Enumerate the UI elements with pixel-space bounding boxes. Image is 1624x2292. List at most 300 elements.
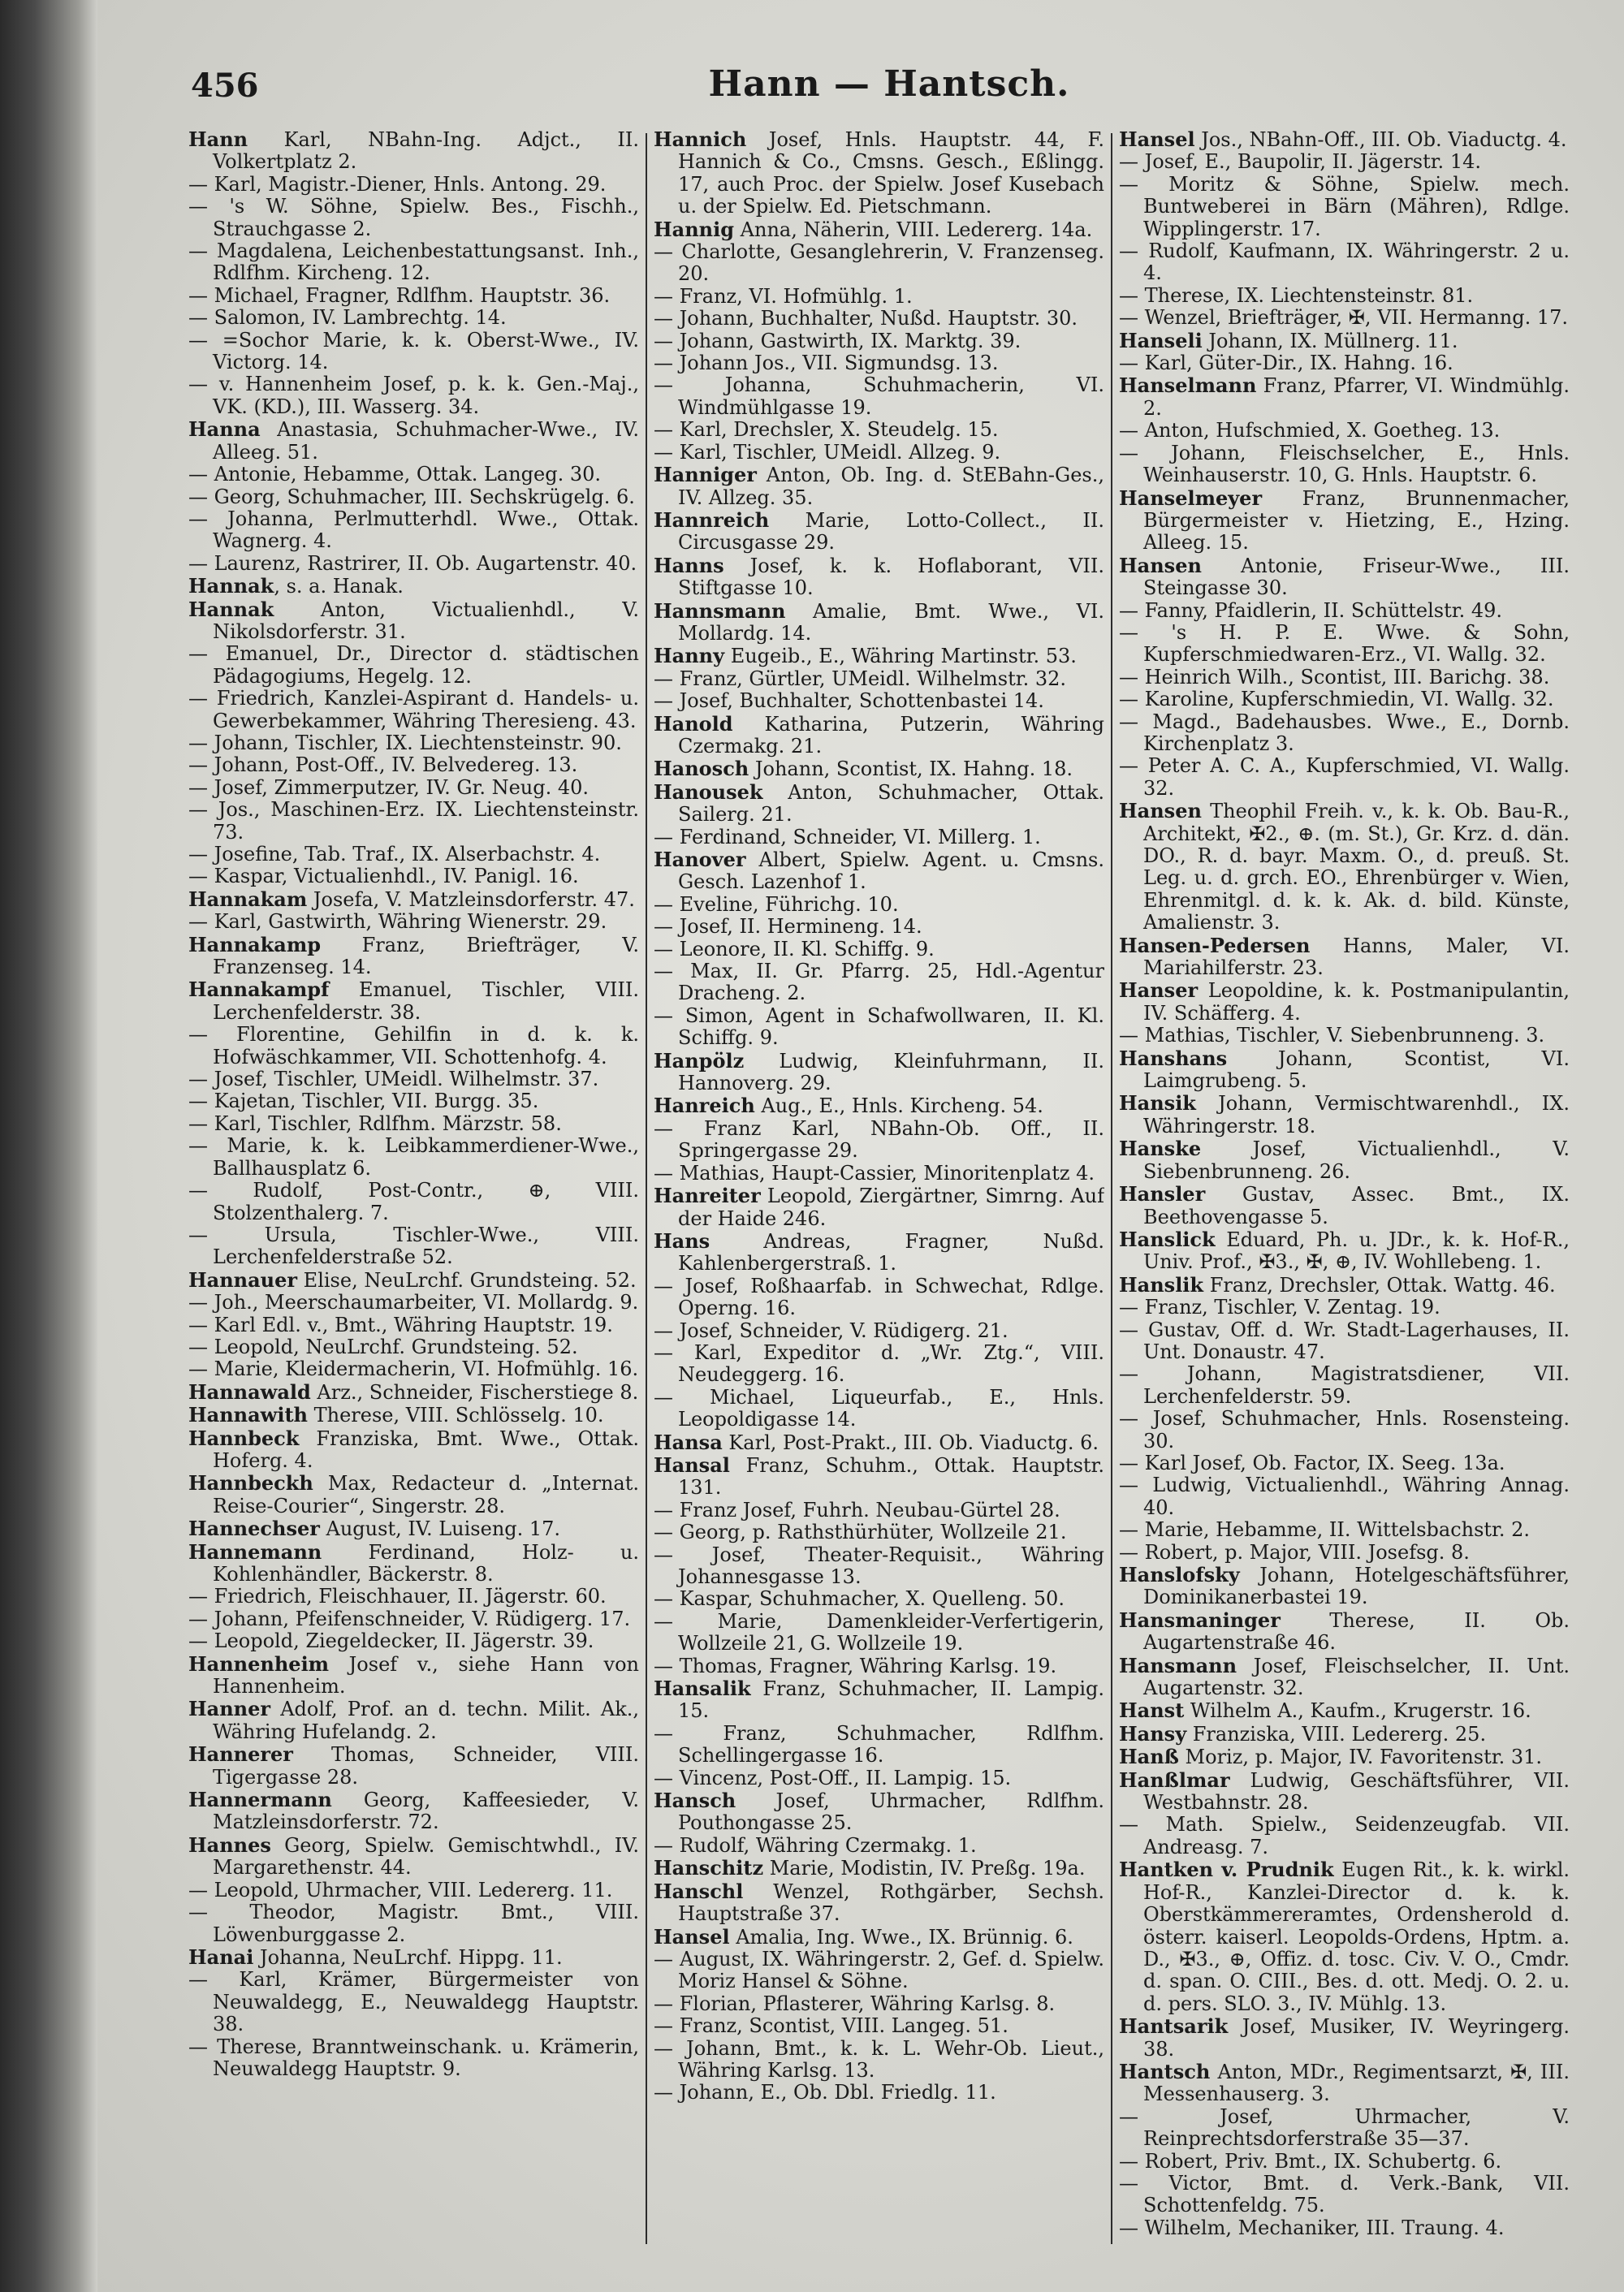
directory-entry: [188, 1427, 639, 1473]
entry-text: Elise, NeuLrchf. Grundsteing. 52.: [297, 1268, 637, 1292]
entry-text: Johann, Hotelgeschäftsführer, Dominikanerbastei 19.: [1143, 1564, 1570, 1609]
entry-surname: Hantken v. Prudnik: [1119, 1858, 1334, 1882]
directory-entry: [1119, 1092, 1570, 1137]
directory-entry: [188, 1358, 639, 1380]
entry-surname: Hannich: [654, 128, 747, 151]
directory-entry: [654, 1677, 1104, 1723]
entry-text: Johanna, NeuLrchf. Hippg. 11.: [253, 1945, 563, 1969]
entry-surname: Hannemann: [188, 1539, 322, 1564]
directory-entry: [1119, 151, 1570, 173]
directory-entry: [188, 1113, 639, 1135]
entry-text: — Marie, Hebamme, II. Wittelsbachstr. 2.: [1119, 1518, 1531, 1542]
entry-text: — August, IX. Währingerstr. 2, Gef. d. Spielw. Moriz Hansel & Söhne.: [654, 1947, 1104, 1993]
entry-text: — Josef, Buchhalter, Schottenbastei 14.: [654, 689, 1044, 713]
entry-text: — Kaspar, Victualienhdl., IV. Panigl. 16.: [188, 865, 579, 888]
entry-text: Hanns, Maler, VI. Mariahilferstr. 23.: [1143, 934, 1570, 980]
directory-entry: [188, 777, 639, 799]
directory-entry: [1119, 1408, 1570, 1452]
directory-entry: [654, 2038, 1104, 2083]
entry-text: — Charlotte, Gesanglehrerin, V. Franzenseg. 20.: [654, 240, 1104, 286]
directory-entry: [188, 598, 639, 644]
entry-text: — Karl, Magistr.-Diener, Hnls. Antong. 29.: [188, 172, 607, 196]
entry-surname: Hantsch: [1119, 2059, 1211, 2083]
directory-entry: [1119, 1542, 1570, 1564]
directory-entry: [188, 1472, 639, 1517]
entry-text: August, IV. Luiseng. 17.: [319, 1517, 561, 1541]
entry-text: Amalia, Ing. Wwe., IX. Brünnig. 6.: [729, 1925, 1073, 1949]
directory-entry: [1119, 1564, 1570, 1609]
entry-text: — Magd., Badehausbes. Wwe., E., Dornb. Kirchenplatz 3.: [1119, 710, 1570, 755]
page-number: 456: [191, 67, 259, 105]
directory-entry: [188, 373, 639, 418]
directory-entry: [1119, 1025, 1570, 1047]
entry-surname: Hanosch: [654, 757, 749, 781]
directory-entry: [188, 1517, 639, 1540]
directory-entry: [188, 1180, 639, 1224]
directory-entry: [654, 713, 1104, 758]
directory-entry: [188, 1314, 639, 1336]
directory-entry: [1119, 1746, 1570, 1768]
entry-text: — Kaspar, Schuhmacher, X. Quelleng. 50.: [654, 1587, 1065, 1611]
directory-entry: [654, 1522, 1104, 1543]
directory-entry: [654, 419, 1104, 441]
entry-text: — Anton, Hufschmied, X. Goetheg. 13.: [1119, 419, 1501, 442]
entry-text: Franz, Pfarrer, VI. Windmühlg. 2.: [1143, 374, 1570, 420]
directory-entry: [188, 174, 639, 196]
directory-entry: [1119, 1609, 1570, 1655]
entry-text: — Wenzel, Briefträger, ✠, VII. Hermanng. 17.: [1119, 306, 1569, 330]
entry-text: — Moritz & Söhne, Spielw. mech. Buntweberei in Bärn (Mähren), Rdlge. Wipplingerstr. 17.: [1119, 172, 1570, 240]
entry-surname: Hanslofsky: [1119, 1563, 1240, 1586]
directory-entry: [188, 844, 639, 865]
entry-text: — 's H. P. E. Wwe. & Sohn, Kupferschmiedwaren-Erz., VI. Wallg. 32.: [1119, 620, 1570, 667]
directory-entry: [188, 1292, 639, 1314]
entry-text: Eduard, Ph. u. JDr., k. k. Hof-R., Univ. Prof., ✠3., ✠, ⊕, IV. Wohllebeng. 1.: [1143, 1228, 1570, 1274]
entry-text: — Math. Spielw., Seidenzeugfab. VII. Andreasg. 7.: [1119, 1813, 1570, 1858]
entry-surname: Hansmaninger: [1119, 1608, 1281, 1632]
directory-entry: [654, 1926, 1104, 1949]
directory-entry: [654, 1050, 1104, 1095]
directory-entry: [1119, 1363, 1570, 1408]
entry-text: , s. a. Hanak.: [274, 575, 404, 598]
directory-entry: [1119, 1723, 1570, 1746]
directory-entry: [654, 1500, 1104, 1522]
entry-text: Ferdinand, Holz- u. Kohlenhändler, Bäckerstr. 8.: [213, 1540, 639, 1586]
entry-surname: Hansik: [1119, 1091, 1196, 1116]
entry-text: — =Sochor Marie, k. k. Oberst-Wwe., IV. Victorg. 14.: [188, 328, 639, 374]
entry-text: — Leopold, Uhrmacher, VIII. Ledererg. 11.: [188, 1878, 613, 1901]
entry-text: — Theodor, Magistr. Bmt., VIII. Löwenburggasse 2.: [188, 1901, 639, 1946]
directory-entry: [654, 241, 1104, 286]
entry-text: Anton, MDr., Regimentsarzt, ✠, III. Messenhauserg. 3.: [1143, 2060, 1570, 2106]
entry-text: — Karl, Drechsler, X. Steudelg. 15.: [654, 418, 999, 442]
directory-entry: [188, 865, 639, 887]
directory-entry: [1119, 600, 1570, 622]
entry-text: — Johann, Tischler, IX. Liechtensteinstr. 90.: [188, 731, 622, 754]
directory-column-3: [1119, 128, 1570, 2264]
directory-entry: [188, 1608, 639, 1630]
directory-entry: [1119, 2173, 1570, 2217]
entry-surname: Hanselmann: [1119, 373, 1257, 398]
entry-text: — Magdalena, Leichenbestattungsanst. Inh., Rdlfhm. Kircheng. 12.: [188, 240, 639, 285]
entry-surname: Hans: [654, 1228, 710, 1253]
directory-columns: [188, 128, 1589, 2264]
directory-entry: [654, 1835, 1104, 1857]
directory-entry: [654, 1880, 1104, 1926]
entry-text: — Josef, E., Baupolir, II. Jägerstr. 14.: [1119, 150, 1481, 174]
directory-entry: [654, 1857, 1104, 1880]
directory-entry: [654, 758, 1104, 780]
directory-entry: [654, 939, 1104, 960]
directory-entry: [1119, 442, 1570, 487]
entry-surname: Hannermann: [188, 1788, 332, 1812]
directory-entry: [1119, 374, 1570, 420]
entry-text: — Karl, Krämer, Bürgermeister von Neuwaldegg, E., Neuwaldegg Hauptstr. 38.: [188, 1968, 639, 2036]
entry-text: Anastasia, Schuhmacher-Wwe., IV. Alleeg. 51.: [213, 418, 639, 464]
entry-text: Adolf, Prof. an d. techn. Milit. Ak., Währing Hufelandg. 2.: [213, 1698, 639, 1743]
entry-text: Karl, Post-Prakt., III. Ob. Viaductg. 6.: [722, 1431, 1099, 1454]
entry-text: Emanuel, Tischler, VIII. Lerchenfelderstr. 38.: [213, 978, 639, 1024]
entry-text: — Franz, Gürtler, UMeidl. Wilhelmstr. 32.: [654, 667, 1067, 690]
entry-text: — Joh., Meerschaumarbeiter, VI. Mollardg. 9.: [188, 1291, 639, 1314]
directory-entry: [654, 509, 1104, 555]
directory-entry: [188, 1269, 639, 1292]
directory-entry: [654, 1320, 1104, 1342]
entry-text: — Johann, Bmt., k. k. L. Wehr-Ob. Lieut., Währing Karlsg. 13.: [654, 2036, 1104, 2082]
directory-entry: [1119, 2217, 1570, 2239]
directory-entry: [654, 464, 1104, 509]
directory-entry: [654, 330, 1104, 352]
entry-surname: Hansalik: [654, 1677, 751, 1701]
entry-text: Johann, IX. Müllnerg. 11.: [1202, 329, 1458, 352]
entry-text: — Josef, Schneider, V. Rüdigerg. 21.: [654, 1319, 1009, 1342]
directory-entry: [188, 1135, 639, 1180]
entry-text: Moriz, p. Major, IV. Favoritenstr. 31.: [1178, 1746, 1543, 1769]
directory-entry: [654, 1544, 1104, 1589]
entry-surname: Hanst: [1119, 1698, 1185, 1723]
directory-entry: [654, 1185, 1104, 1230]
entry-surname: Hannakampf: [188, 978, 330, 1002]
directory-entry: [1119, 1519, 1570, 1541]
directory-entry: [1119, 1655, 1570, 1700]
entry-text: — Wilhelm, Mechaniker, III. Traung. 4.: [1119, 2216, 1505, 2239]
directory-entry: [188, 1224, 639, 1269]
entry-text: — Josef, Theater-Requisit., Währing Johannesgasse 13.: [654, 1543, 1104, 1588]
entry-text: Marie, Lotto-Collect., II. Circusgasse 29.: [678, 508, 1104, 555]
directory-entry: [654, 374, 1104, 419]
directory-entry: [188, 330, 639, 374]
entry-text: Aug., E., Hnls. Kircheng. 54.: [754, 1094, 1043, 1118]
directory-entry: [654, 1431, 1104, 1454]
directory-entry: [188, 464, 639, 486]
directory-entry: [188, 508, 639, 553]
entry-text: — Mathias, Tischler, V. Siebenbrunneng. 3.: [1119, 1024, 1545, 1047]
directory-entry: [1119, 2061, 1570, 2106]
entry-text: Georg, Spielw. Gemischtwhdl., IV. Margarethenstr. 44.: [213, 1833, 639, 1880]
directory-entry: [654, 128, 1104, 218]
entry-text: — Johanna, Perlmutterhdl. Wwe., Ottak. Wagnerg. 4.: [188, 507, 639, 553]
entry-text: — Karl, Gastwirth, Währing Wienerstr. 29.: [188, 910, 607, 934]
entry-text: Josef, Uhrmacher, Rdlfhm. Pouthongasse 25.: [678, 1789, 1104, 1835]
book-gutter-shadow: [0, 0, 97, 2292]
directory-entry: [1119, 755, 1570, 800]
directory-entry: [188, 1789, 639, 1834]
entry-text: Josef, k. k. Hoflaborant, VII. Stiftgasse 10.: [678, 554, 1104, 600]
entry-text: Marie, Modistin, IV. Preßg. 19a.: [763, 1857, 1086, 1880]
entry-text: — Florentine, Gehilfin in d. k. k. Hofwäschkammer, VII. Schottenhofg. 4.: [188, 1023, 639, 1068]
directory-entry: [1119, 1183, 1570, 1228]
entry-text: — Antonie, Hebamme, Ottak. Langeg. 30.: [188, 463, 602, 486]
entry-text: Josef, Fleischselcher, II. Unt. Augartenstr. 32.: [1143, 1654, 1570, 1700]
entry-surname: Hanschl: [654, 1879, 744, 1903]
entry-surname: Hanreich: [654, 1094, 755, 1118]
page-header: [191, 63, 1587, 128]
entry-surname: Hannig: [654, 217, 735, 241]
entry-text: — Gustav, Off. d. Wr. Stadt-Lagerhauses, II. Unt. Donaustr. 47.: [1119, 1318, 1570, 1363]
entry-text: — Josef, Tischler, UMeidl. Wilhelmstr. 37.: [188, 1068, 599, 1091]
entry-surname: Hansler: [1119, 1182, 1206, 1206]
entry-text: Anton, Ob. Ing. d. StEBahn-Ges., IV. Allzeg. 35.: [678, 464, 1104, 509]
entry-text: — Max, II. Gr. Pfarrg. 25, Hdl.-Agentur Dracheng. 2.: [654, 960, 1104, 1005]
entry-surname: Hanover: [654, 848, 746, 871]
directory-entry: [188, 307, 639, 329]
directory-entry: [1119, 174, 1570, 240]
directory-entry: [654, 690, 1104, 712]
entry-text: — Josefine, Tab. Traf., IX. Alserbachstr. 4.: [188, 843, 601, 865]
directory-entry: [654, 1588, 1104, 1610]
entry-text: Max, Redacteur d. „Internat. Reise-Courier“, Singerstr. 28.: [213, 1472, 639, 1517]
directory-entry: [1119, 352, 1570, 374]
entry-text: — Leonore, II. Kl. Schiffg. 9.: [654, 937, 935, 960]
entry-text: — Marie, Damenkleider-Verfertigerin, Wollzeile 21, G. Wollzeile 19.: [654, 1609, 1104, 1655]
entry-text: — 's W. Söhne, Spielw. Bes., Fischh., Strauchgasse 2.: [188, 195, 639, 240]
entry-text: Anna, Näherin, VIII. Ledererg. 14a.: [734, 218, 1093, 241]
entry-surname: Hanousek: [654, 779, 763, 804]
entry-surname: Hanslik: [1119, 1272, 1204, 1297]
directory-entry: [1119, 1274, 1570, 1297]
directory-entry: [654, 1723, 1104, 1768]
directory-entry: [188, 128, 639, 174]
running-head: Hann — Hantsch.: [708, 63, 1070, 105]
directory-entry: [1119, 979, 1570, 1025]
entry-text: — Karl Josef, Ob. Factor, IX. Seeg. 13a.: [1119, 1451, 1505, 1474]
directory-entry: [654, 1230, 1104, 1275]
directory-entry: [188, 1381, 639, 1404]
entry-text: Anton, Schuhmacher, Ottak. Sailerg. 21.: [678, 780, 1104, 827]
entry-text: Franz, Drechsler, Ottak. Wattg. 46.: [1203, 1273, 1556, 1297]
column-divider: [646, 133, 647, 2244]
entry-text: — Josef, Schuhmacher, Hnls. Rosensteing. 30.: [1119, 1407, 1570, 1452]
entry-surname: Hansen-Pedersen: [1119, 933, 1311, 957]
directory-entry: [188, 1946, 639, 1969]
entry-text: Eugeib., E., Währing Martinstr. 53.: [724, 645, 1077, 668]
entry-surname: Hannbeck: [188, 1426, 300, 1450]
entry-text: — Michael, Liqueurfab., E., Hnls. Leopoldigasse 14.: [654, 1385, 1104, 1431]
directory-entry: [1119, 2015, 1570, 2061]
entry-text: Josef, Victualienhdl., V. Siebenbrunneng. 26.: [1143, 1137, 1570, 1183]
directory-entry: [654, 1655, 1104, 1677]
entry-surname: Hanreiter: [654, 1184, 761, 1208]
entry-surname: Hansa: [654, 1430, 723, 1454]
directory-entry: [654, 1275, 1104, 1320]
directory-entry: [1119, 1137, 1570, 1183]
entry-surname: Hannerer: [188, 1742, 293, 1767]
entry-text: — Laurenz, Rastrirer, II. Ob. Augartenstr. 40.: [188, 551, 637, 575]
entry-text: — Franz, Scontist, VIII. Langeg. 51.: [654, 2014, 1009, 2038]
entry-surname: Hanß: [1119, 1745, 1179, 1769]
entry-text: Gustav, Assec. Bmt., IX. Beethovengasse 5.: [1143, 1183, 1570, 1228]
directory-entry: [188, 486, 639, 508]
directory-entry: [654, 2082, 1104, 2104]
directory-entry: [1119, 1047, 1570, 1093]
directory-entry: [1119, 487, 1570, 555]
directory-entry: [654, 848, 1104, 894]
directory-entry: [1119, 2106, 1570, 2151]
entry-surname: Hannawith: [188, 1403, 308, 1427]
entry-surname: Hanßlmar: [1119, 1768, 1230, 1792]
directory-entry: [654, 1949, 1104, 1993]
entry-text: Amalie, Bmt. Wwe., VI. Mollardg. 14.: [678, 599, 1104, 645]
entry-surname: Hanny: [654, 644, 725, 668]
entry-surname: Hannechser: [188, 1517, 320, 1541]
entry-text: — Simon, Agent in Schafwollwaren, II. Kl. Schiffg. 9.: [654, 1004, 1104, 1050]
directory-entry: [188, 1630, 639, 1652]
directory-entry: [1119, 934, 1570, 980]
entry-text: Johann, Vermischtwarenhdl., IX. Währingerstr. 18.: [1143, 1092, 1570, 1137]
entry-text: — Franz, Schuhmacher, Rdlfhm. Schellingergasse 16.: [654, 1721, 1104, 1768]
entry-text: — Friedrich, Fleischhauer, II. Jägerstr. 60.: [188, 1585, 607, 1608]
entry-surname: Hanske: [1119, 1137, 1202, 1161]
entry-surname: Hanna: [188, 417, 261, 442]
entry-text: — Franz, VI. Hofmühlg. 1.: [654, 284, 913, 308]
entry-surname: Hanns: [654, 553, 724, 577]
directory-entry: [654, 1611, 1104, 1655]
entry-text: — Jos., Maschinen-Erz. IX. Liechtensteinstr. 73.: [188, 798, 639, 844]
directory-entry: [188, 1880, 639, 1901]
entry-surname: Hannak: [188, 597, 274, 621]
entry-text: — Johann, Pfeifenschneider, V. Rüdigerg. 17.: [188, 1607, 631, 1630]
entry-text: — Robert, Priv. Bmt., IX. Schubertg. 6.: [1119, 2149, 1502, 2173]
entry-text: — Karl, Güter-Dir., IX. Hahng. 16.: [1119, 352, 1453, 375]
entry-surname: Hannauer: [188, 1267, 298, 1292]
entry-text: — Karl Edl. v., Bmt., Währing Hauptstr. 19.: [188, 1313, 613, 1336]
directory-entry: [654, 352, 1104, 374]
directory-entry: [1119, 240, 1570, 285]
entry-text: Leopold, Ziergärtner, Simrng. Auf der Haide 246.: [678, 1185, 1104, 1230]
entry-text: Franziska, VIII. Ledererg. 25.: [1186, 1722, 1487, 1746]
entry-text: Franziska, Bmt. Wwe., Ottak. Hoferg. 4.: [213, 1427, 639, 1472]
entry-text: — Salomon, IV. Lambrechtg. 14.: [188, 306, 507, 330]
entry-text: — Kajetan, Tischler, VII. Burgg. 35.: [188, 1090, 539, 1113]
entry-text: Georg, Kaffeesieder, V. Matzleinsdorferstr. 72.: [213, 1789, 639, 1834]
entry-text: — Georg, Schuhmacher, III. Sechskrügelg. 6.: [188, 485, 635, 508]
directory-entry: [1119, 711, 1570, 756]
directory-entry: [188, 1068, 639, 1090]
entry-text: — Emanuel, Dr., Director d. städtischen Pädagogiums, Hegelg. 12.: [188, 642, 639, 688]
entry-surname: Hanner: [188, 1697, 271, 1721]
entry-text: — Robert, p. Major, VIII. Josefsg. 8.: [1119, 1540, 1470, 1564]
entry-text: Johann, Scontist, IX. Hahng. 18.: [749, 758, 1073, 781]
directory-entry: [654, 960, 1104, 1005]
entry-text: — Rudolf, Post-Contr., ⊕, VIII. Stolzenthalerg. 7.: [188, 1179, 639, 1224]
directory-entry: [188, 911, 639, 933]
directory-entry: [1119, 420, 1570, 442]
directory-entry: [1119, 1452, 1570, 1474]
entry-text: — Josef, II. Hermineng. 14.: [654, 915, 922, 939]
entry-text: — Thomas, Fragner, Währing Karlsg. 19.: [654, 1654, 1057, 1677]
directory-entry: [654, 1768, 1104, 1789]
directory-entry: [654, 2015, 1104, 2037]
directory-column-2: [654, 128, 1104, 2264]
entry-text: — Josef, Roßhaarfab. in Schwechat, Rdlge. Operng. 16.: [654, 1274, 1104, 1320]
directory-entry: [654, 781, 1104, 827]
directory-entry: [654, 645, 1104, 667]
entry-text: — Franz, Tischler, V. Zentag. 19.: [1119, 1296, 1440, 1319]
entry-text: Arz., Schneider, Fischerstiege 8.: [310, 1380, 639, 1404]
entry-surname: Hannak: [188, 574, 274, 598]
directory-entry: [654, 668, 1104, 690]
entry-text: — Vincenz, Post-Off., II. Lampig. 15.: [654, 1766, 1012, 1789]
directory-entry: [188, 934, 639, 979]
directory-entry: [654, 1993, 1104, 2015]
entry-text: Franz, Schuhm., Ottak. Hauptstr. 131.: [678, 1453, 1104, 1500]
directory-entry: [188, 732, 639, 754]
entry-surname: Hannakamp: [188, 932, 322, 956]
entry-text: — Johann, E., Ob. Dbl. Friedlg. 11.: [654, 2081, 996, 2104]
directory-entry: [654, 555, 1104, 600]
directory-entry: [654, 827, 1104, 848]
entry-surname: Hanschitz: [654, 1856, 764, 1880]
entry-surname: Hannawald: [188, 1379, 311, 1404]
entry-text: — Marie, Kleidermacherin, VI. Hofmühlg. 16.: [188, 1358, 639, 1381]
directory-entry: [654, 1163, 1104, 1185]
entry-surname: Hansmann: [1119, 1653, 1237, 1677]
entry-text: Wilhelm A., Kaufm., Krugerstr. 16.: [1184, 1699, 1531, 1723]
directory-entry: [188, 799, 639, 844]
entry-text: — Franz Karl, NBahn-Ob. Off., II. Springergasse 29.: [654, 1116, 1104, 1163]
entry-surname: Hansen: [1119, 553, 1202, 577]
entry-text: — Johann, Magistratsdiener, VII. Lerchenfelderstr. 59.: [1119, 1362, 1570, 1408]
directory-entry: [188, 1653, 639, 1698]
entry-text: Josefa, V. Matzleinsdorferstr. 47.: [307, 887, 635, 911]
directory-entry: [188, 1834, 639, 1880]
directory-entry: [188, 978, 639, 1024]
directory-entry: [654, 1387, 1104, 1431]
directory-entry: [654, 218, 1104, 241]
entry-text: — Ursula, Tischler-Wwe., VIII. Lerchenfelderstraße 52.: [188, 1223, 639, 1269]
directory-entry: [188, 754, 639, 776]
entry-text: — Therese, IX. Liechtensteinstr. 81.: [1119, 283, 1474, 307]
directory-entry: [654, 1789, 1104, 1835]
entry-text: — Florian, Pflasterer, Währing Karlsg. 8.: [654, 1992, 1056, 2015]
directory-entry: [188, 2036, 639, 2081]
entry-surname: Hannbeckh: [188, 1471, 313, 1496]
entry-text: — Therese, Branntweinschank. u. Krämerin, Neuwaldegg Hauptstr. 9.: [188, 2035, 639, 2080]
directory-entry: [1119, 1858, 1570, 2015]
entry-text: Ludwig, Kleinfuhrmann, II. Hannoverg. 29.: [678, 1049, 1104, 1095]
entry-text: — Karl, Tischler, UMeidl. Allzeg. 9.: [654, 440, 1001, 464]
directory-entry: [1119, 1769, 1570, 1815]
entry-text: Ludwig, Geschäftsführer, VII. Westbahnstr. 28.: [1143, 1768, 1570, 1815]
entry-surname: Hansy: [1119, 1721, 1187, 1746]
directory-entry: [188, 643, 639, 688]
entry-text: Josef, Musiker, IV. Weyringerg. 38.: [1143, 2015, 1570, 2061]
entry-surname: Hansel: [654, 1924, 730, 1949]
directory-entry: [1119, 330, 1570, 352]
directory-entry: [188, 688, 639, 732]
directory-entry: [654, 600, 1104, 645]
entry-text: — Leopold, NeuLrchf. Grundsteing. 52.: [188, 1335, 578, 1358]
